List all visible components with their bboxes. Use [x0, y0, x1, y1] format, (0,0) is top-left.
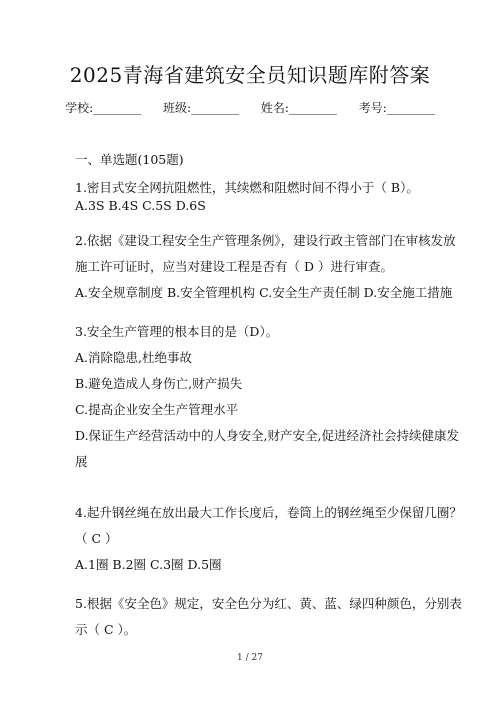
question-5-stem-line-1: 5.根据《安全色》规定，安全色分为红、黄、蓝、绿四种颜色，分别表 — [75, 596, 462, 611]
question-4-stem-line-2: （ C ） — [75, 531, 118, 546]
class-field: 班级:________ — [163, 101, 240, 115]
student-info-line — [0, 99, 500, 116]
question-3-stem: 3.安全生产管理的根本目的是（D）。 — [75, 324, 279, 339]
exam-number-field: 考号:________ — [358, 101, 435, 115]
question-3-option-d-continued: 展 — [75, 454, 88, 469]
question-4-options: A.1圈 B.2圈 C.3圈 D.5圈 — [75, 557, 222, 572]
school-field: 学校:________ — [65, 101, 142, 115]
question-2-stem-line-1: 2.依据《建设工程安全生产管理条例》，建设行政主管部门在审核发放 — [75, 233, 456, 248]
question-3-option-c: C.提高企业安全生产管理水平 — [75, 402, 239, 417]
question-5-stem-line-2: 示（ C ）。 — [75, 622, 137, 637]
question-1-stem: 1.密目式安全网抗阻燃性，其续燃和阻燃时间不得小于（ B）。 — [75, 180, 419, 195]
document-title: 2025青海省建筑安全员知识题库附答案 — [69, 63, 431, 87]
question-2-options: A.安全规章制度 B.安全管理机构 C.安全生产责任制 D.安全施工措施 — [75, 285, 453, 300]
question-2-stem-line-2: 施工许可证时，应当对建设工程是否有（ D ）进行审查。 — [75, 259, 393, 274]
question-3-option-a: A.消除隐患,杜绝事故 — [75, 350, 192, 365]
question-3-option-b: B.避免造成人身伤亡,财产损失 — [75, 376, 243, 391]
question-4-stem-line-1: 4.起升钢丝绳在放出最大工作长度后，卷筒上的钢丝绳至少保留几圈？ — [75, 505, 462, 520]
page-number: 1 / 27 — [237, 653, 263, 663]
question-1-options: A.3S B.4S C.5S D.6S — [75, 198, 206, 213]
section-heading: 一、单选题(105题) — [75, 152, 184, 167]
question-3-option-d: D.保证生产经营活动中的人身安全,财产安全,促进经济社会持续健康发 — [75, 428, 459, 443]
name-field: 姓名:________ — [260, 101, 337, 115]
